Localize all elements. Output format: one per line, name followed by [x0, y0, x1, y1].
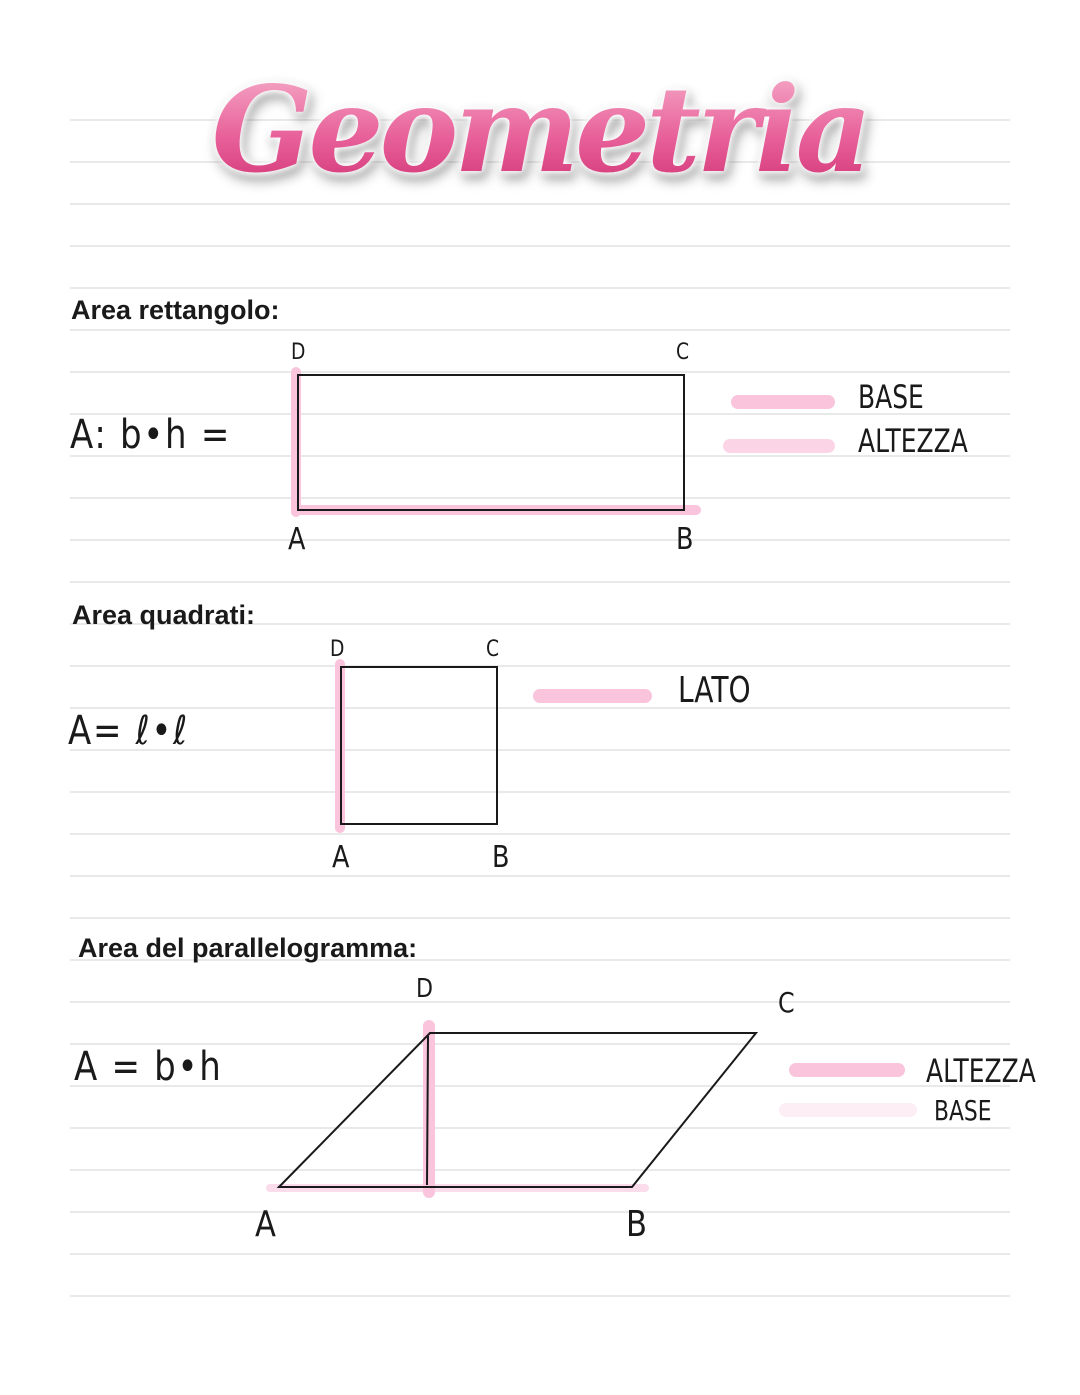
page-title: Geometria	[211, 60, 869, 199]
rectangle-shape	[298, 375, 684, 510]
section-heading-square: Area quadrati:	[72, 600, 256, 630]
vertex-a: A	[288, 522, 306, 557]
formula-square: A= ℓ•ℓ	[68, 708, 189, 754]
vertex-c: C	[778, 986, 795, 1019]
section-heading-parallelogram: Area del parallelogramma:	[78, 933, 418, 963]
square-shape	[341, 667, 497, 824]
legend-label-lato: LATO	[678, 670, 751, 711]
vertex-d: D	[291, 340, 306, 365]
formula-rectangle: A: b•h =	[70, 412, 232, 458]
vertex-b: B	[626, 1204, 647, 1245]
legend-label-base: BASE	[934, 1094, 992, 1127]
vertex-c: C	[486, 637, 500, 662]
legend-label-altezza: ALTEZZA	[858, 422, 968, 460]
vertex-b: B	[676, 522, 694, 557]
section-heading-rectangle: Area rettangolo:	[71, 295, 280, 325]
vertex-b: B	[492, 840, 510, 875]
legend-label-altezza: ALTEZZA	[926, 1052, 1036, 1090]
formula-parallelogram: A = b•h	[74, 1044, 223, 1090]
vertex-d: D	[416, 974, 434, 1004]
vertex-a: A	[255, 1204, 276, 1245]
vertex-d: D	[330, 637, 345, 662]
parallelogram-height-line	[427, 1036, 428, 1185]
vertex-c: C	[676, 340, 690, 365]
vertex-a: A	[332, 840, 350, 875]
legend-label-base: BASE	[858, 378, 924, 416]
parallelogram-shape	[279, 1033, 756, 1187]
